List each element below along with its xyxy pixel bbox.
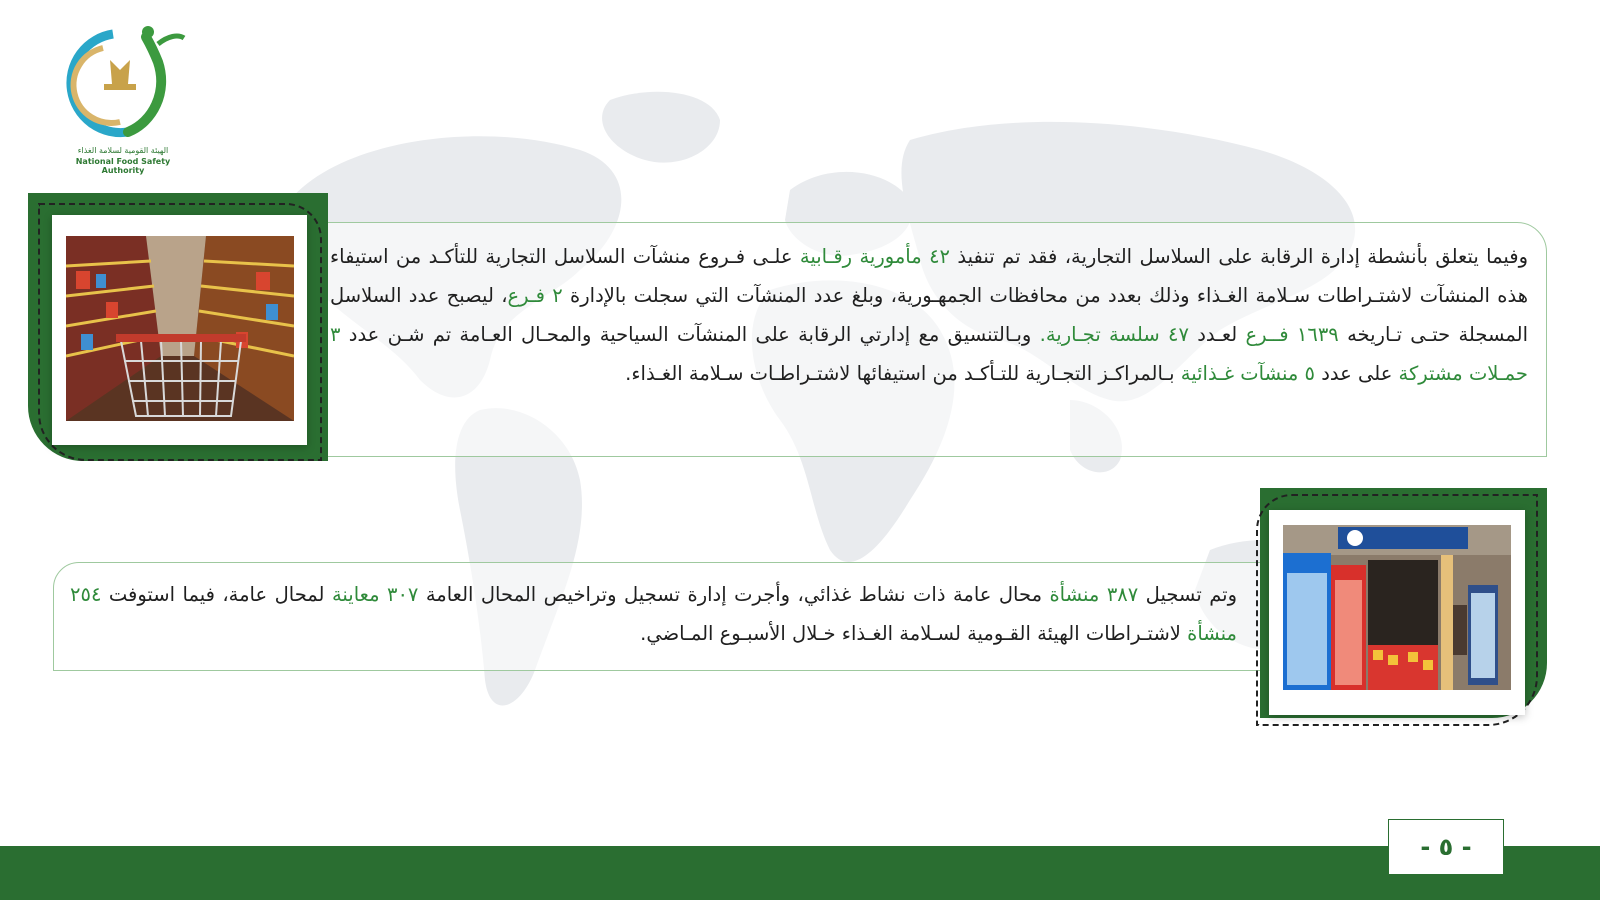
highlighted-figure: ٣٠٧ معاينة (331, 583, 419, 606)
body-text: بـالمراكـز التجـارية للتـأكـد من استيفائها لاشتـراطـات سـلامة الغـذاء. (625, 362, 1181, 385)
body-text: محال عامة ذات نشاط غذائي، وأجرت إدارة تسجيل وتراخيص المحال العامة (418, 583, 1050, 606)
body-text: لمحال عامة، فيما استوفت (101, 583, 332, 606)
body-text: وتم تسجيل (1138, 583, 1238, 606)
nfsa-logo (58, 22, 188, 175)
highlighted-figure: ٤٢ مأمورية رقـابية (799, 245, 951, 268)
highlighted-figure: ١٦٣٩ فــرع (1245, 323, 1339, 346)
highlighted-figure: ٤٧ سلسة تجـارية. (1039, 323, 1189, 346)
kiosk-shop-photo (1283, 525, 1511, 690)
page-number: - ٥ - (1388, 819, 1504, 875)
highlighted-figure: ٥ منشآت غـذائية (1180, 362, 1316, 385)
nfsa-emblem-icon (58, 22, 188, 144)
highlighted-figure: ٢٥٤ منشأة (70, 583, 1237, 645)
highlighted-figure: ٣٨٧ منشأة (1049, 583, 1139, 606)
supermarket-aisle-photo (66, 236, 294, 421)
body-text: لاشتـراطات الهيئة القـومية لسـلامة الغـذاء خـلال الأسبـوع المـاضي. (640, 622, 1188, 645)
body-text: علـى فـروع منشآت السلاسل التجارية للتأكـد من استيفاء هذه المنشآت لاشتـراطات سـلامة الغـذاء وذلك بعدد من محافظات الجمهـورية، وبلغ عدد المنشآت التي سجلت بالإدارة (330, 245, 1528, 307)
body-text: ، ليصبح عدد السلاسل المسجلة حتـى تـاريخه (330, 284, 1529, 346)
body-text: على عدد (1315, 362, 1399, 385)
highlighted-figure: ٢ فـرع (507, 284, 563, 307)
highlighted-figure: ٣ حمـلات مشتركة (330, 323, 1528, 385)
body-text: لعـدد (1188, 323, 1246, 346)
body-text: وفيما يتعلق بأنشطة إدارة الرقابة على السلاسل التجارية، فقد تم تنفيذ (950, 245, 1529, 268)
logo-arabic-name: الهيئة القومية لسلامة الغذاء (77, 146, 169, 155)
body-text: وبـالتنسيق مع إدارتي الرقابة على المنشآت السياحية والمحـال العـامة تم شـن عدد (340, 323, 1040, 346)
logo-english-name: National Food Safety Authority (75, 157, 171, 175)
section1-paragraph (330, 237, 1528, 393)
footer-bar (0, 846, 1600, 900)
section2-paragraph (70, 575, 1237, 653)
